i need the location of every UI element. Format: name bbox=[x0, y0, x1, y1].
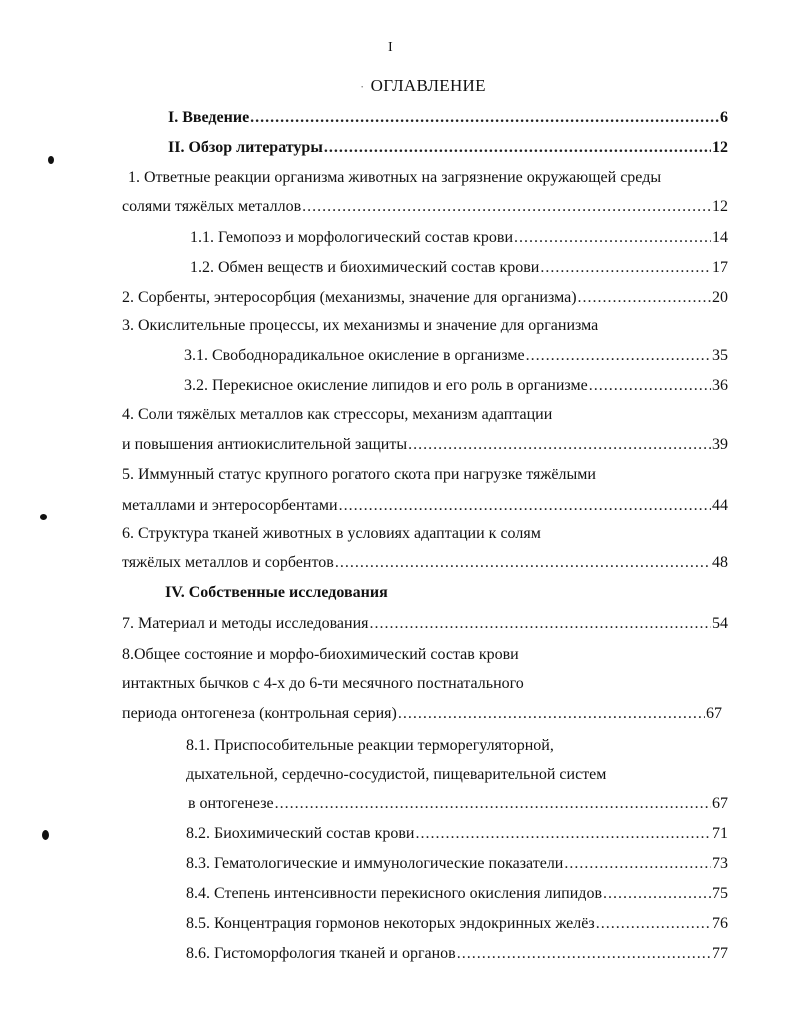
toc-leader-dots bbox=[408, 435, 711, 455]
toc-section-own-research: IV. Собственные исследования bbox=[165, 584, 388, 601]
toc-leader-dots bbox=[250, 108, 719, 128]
toc-entry-text: 8.3. Гематологические и иммунологические показатели bbox=[186, 855, 564, 872]
toc-leader-dots bbox=[603, 884, 711, 904]
toc-leader-dots bbox=[275, 794, 711, 814]
toc-entry bbox=[122, 704, 722, 724]
toc-entry-text-line: 6. Структура тканей животных в условиях адаптации к солям bbox=[122, 525, 541, 542]
toc-entry-text: и повышения антиокислительной защиты bbox=[122, 436, 408, 453]
toc-entry-literature-review bbox=[168, 138, 728, 158]
toc-entry-page: 67 bbox=[706, 705, 722, 722]
page-number: I bbox=[388, 40, 393, 55]
scan-speck bbox=[48, 156, 54, 164]
toc-entry-text: 8.4. Степень интенсивности перекисного окисления липидов bbox=[186, 885, 602, 902]
toc-entry bbox=[184, 376, 728, 396]
toc-entry bbox=[186, 824, 728, 844]
toc-entry bbox=[188, 794, 728, 814]
toc-entry bbox=[122, 197, 728, 217]
toc-entry-text: 3.1. Свободнорадикальное окисление в организме bbox=[184, 347, 525, 364]
toc-entry-text: II. Обзор литературы bbox=[168, 139, 323, 156]
toc-leader-dots bbox=[564, 854, 711, 874]
toc-entry bbox=[186, 884, 728, 904]
toc-entry-page: 12 bbox=[712, 198, 728, 215]
toc-entry-text: тяжёлых металлов и сорбентов bbox=[122, 554, 334, 571]
toc-entry bbox=[190, 228, 728, 248]
toc-leader-dots bbox=[370, 614, 711, 634]
scan-speck bbox=[42, 830, 49, 840]
toc-leader-dots bbox=[324, 138, 711, 158]
toc-entry-page: 54 bbox=[712, 615, 728, 632]
toc-entry-page: 77 bbox=[712, 945, 728, 962]
toc-title: ОГЛАВЛЕНИЕ bbox=[370, 76, 486, 95]
toc-entry-page: 75 bbox=[712, 885, 728, 902]
toc-entry-page: 44 bbox=[712, 497, 728, 514]
toc-entry-text-line: 8.1. Приспособительные реакции терморегуляторной, bbox=[186, 737, 554, 754]
toc-entry-page: 35 bbox=[712, 347, 728, 364]
toc-entry-text: 8.6. Гистоморфология тканей и органов bbox=[186, 945, 456, 962]
toc-entry-text-line: 8.Общее состояние и морфо-биохимический состав крови bbox=[122, 646, 519, 663]
toc-entry-text: в онтогенезе bbox=[188, 795, 274, 812]
toc-leader-dots bbox=[415, 824, 711, 844]
toc-entry-text: 8.2. Биохимический состав крови bbox=[186, 825, 415, 842]
toc-leader-dots bbox=[335, 553, 711, 573]
toc-leader-dots bbox=[596, 914, 711, 934]
toc-entry bbox=[190, 258, 728, 278]
toc-entry-page: 71 bbox=[712, 825, 728, 842]
toc-entry bbox=[186, 914, 728, 934]
toc-leader-dots bbox=[339, 496, 711, 516]
toc-entry-introduction bbox=[168, 108, 728, 128]
toc-entry-page: 14 bbox=[712, 229, 728, 246]
toc-entry bbox=[122, 496, 728, 516]
toc-entry-text: солями тяжёлых металлов bbox=[122, 198, 302, 215]
toc-entry-text: периода онтогенеза (контрольная серия) bbox=[122, 705, 397, 722]
toc-entry-page: 12 bbox=[712, 139, 728, 156]
toc-entry bbox=[122, 553, 728, 573]
toc-leader-dots bbox=[514, 228, 711, 248]
scan-mark: · bbox=[360, 79, 365, 94]
toc-heading bbox=[360, 76, 486, 96]
toc-entry-text-line: 4. Соли тяжёлых металлов как стрессоры, механизм адаптации bbox=[122, 406, 553, 423]
toc-leader-dots bbox=[398, 704, 705, 724]
toc-entry-text: 3.2. Перекисное окисление липидов и его роль в организме bbox=[184, 377, 588, 394]
toc-entry-text: 7. Материал и методы исследования bbox=[122, 615, 369, 632]
toc-leader-dots bbox=[589, 376, 711, 396]
toc-entry-text-line: дыхательной, сердечно-сосудистой, пищеварительной систем bbox=[186, 766, 607, 783]
toc-entry-page: 17 bbox=[712, 259, 728, 276]
toc-entry-text: I. Введение bbox=[168, 109, 250, 126]
toc-entry bbox=[122, 614, 728, 634]
toc-entry-page: 20 bbox=[712, 289, 728, 306]
toc-entry-text: 1.1. Гемопоэз и морфологический состав крови bbox=[190, 229, 514, 246]
toc-entry-page: 36 bbox=[712, 377, 728, 394]
toc-entry-page: 76 bbox=[712, 915, 728, 932]
toc-entry-text: 1.2. Обмен веществ и биохимический состав крови bbox=[190, 259, 540, 276]
toc-leader-dots bbox=[540, 258, 711, 278]
toc-entry bbox=[122, 435, 728, 455]
toc-entry-text-line: 3. Окислительные процессы, их механизмы и значение для организма bbox=[122, 317, 599, 334]
toc-leader-dots bbox=[302, 197, 711, 217]
toc-entry-page: 6 bbox=[720, 109, 728, 126]
toc-entry bbox=[186, 854, 728, 874]
toc-entry-page: 67 bbox=[712, 795, 728, 812]
toc-leader-dots bbox=[457, 944, 711, 964]
toc-entry-text: 8.5. Концентрация гормонов некоторых эндокринных желёз bbox=[186, 915, 595, 932]
toc-entry-text: металлами и энтеросорбентами bbox=[122, 497, 338, 514]
toc-entry-page: 48 bbox=[712, 554, 728, 571]
toc-leader-dots bbox=[526, 346, 711, 366]
toc-entry-text-line: 5. Иммунный статус крупного рогатого скота при нагрузке тяжёлыми bbox=[122, 466, 596, 483]
toc-entry bbox=[122, 288, 728, 308]
toc-entry-text: 2. Сорбенты, энтеросорбция (механизмы, значение для организма) bbox=[122, 289, 577, 306]
toc-entry-text-line: 1. Ответные реакции организма животных на загрязнение окружающей среды bbox=[128, 169, 662, 186]
toc-entry-text-line: интактных бычков с 4-х до 6-ти месячного постнатального bbox=[122, 675, 524, 692]
toc-entry-page: 73 bbox=[712, 855, 728, 872]
toc-entry bbox=[184, 346, 728, 366]
scan-speck bbox=[40, 514, 47, 520]
toc-entry-page: 39 bbox=[712, 436, 728, 453]
toc-leader-dots bbox=[578, 288, 711, 308]
toc-entry bbox=[186, 944, 728, 964]
